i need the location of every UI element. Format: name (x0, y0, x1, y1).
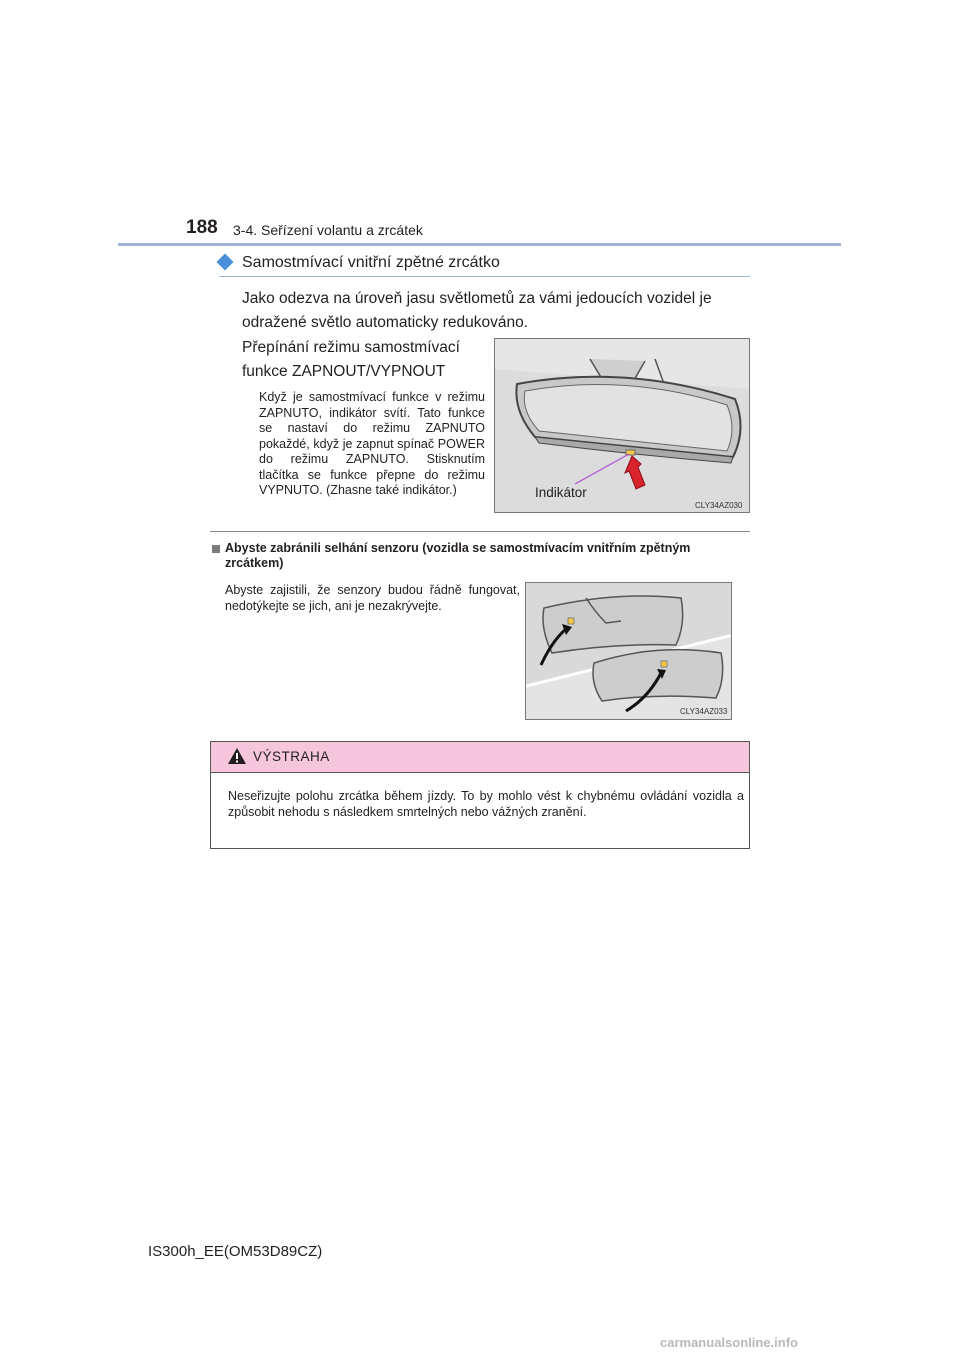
diamond-bullet-icon (217, 254, 234, 271)
figure-code: CLY34AZ033 (680, 707, 728, 716)
document-code: IS300h_EE(OM53D89CZ) (148, 1243, 323, 1260)
indicator-label: Indikátor (535, 485, 587, 500)
sensor-heading: Abyste zabránili selhání senzoru (vozidla se samostmívacím vnitřním zpětným zrcátkem) (225, 541, 691, 570)
watermark: carmanualsonline.info (660, 1335, 798, 1350)
sub-heading: Samostmívací vnitřní zpětné zrcátko (242, 254, 500, 271)
figure-code: CLY34AZ030 (695, 501, 743, 510)
mode-title: Přepínání režimu samostmívací funkce ZAPNOUT/VYPNOUT (242, 339, 460, 380)
sub-heading-divider (219, 276, 750, 277)
square-bullet-icon (212, 545, 220, 553)
page-number: 188 (186, 217, 218, 238)
mode-description: Když je samostmívací funkce v režimu ZAPNUTO, indikátor svítí. Tato funkce se nastaví do režimu ZAPNUTO pokaždé, když je zapnut spínač POWER do režimu ZAPNUTO. Stisknutím tlačítka se funkce přepne do režimu VYPNUTO. (Zhasne také indikátor.) (259, 390, 485, 497)
mirror-indicator-figure (494, 338, 750, 513)
body-paragraph: Jako odezva na úroveň jasu světlometů za vámi jedoucích vozidel je odražené světlo automaticky redukováno. (242, 290, 712, 331)
section-divider (210, 531, 750, 532)
warning-text: Neseřizujte polohu zrcátka během jízdy. To by mohlo vést k chybnému ovládání vozidla a způsobit nehodu s následkem smrtelných nebo vážných zranění. (228, 789, 744, 819)
header-divider (118, 243, 841, 246)
sensor-paragraph: Abyste zajistili, že senzory budou řádně fungovat, nedotýkejte se jich, ani je nezakrývejte. (225, 583, 520, 613)
mirror-illustration (495, 339, 750, 513)
sensor-figure (525, 582, 732, 720)
warning-header (211, 742, 749, 773)
warning-box (210, 741, 750, 849)
section-title: 3-4. Seřízení volantu a zrcátek (233, 222, 423, 238)
warning-triangle-icon (227, 747, 247, 765)
sensor-illustration (526, 583, 732, 720)
warning-title: VÝSTRAHA (253, 749, 330, 764)
